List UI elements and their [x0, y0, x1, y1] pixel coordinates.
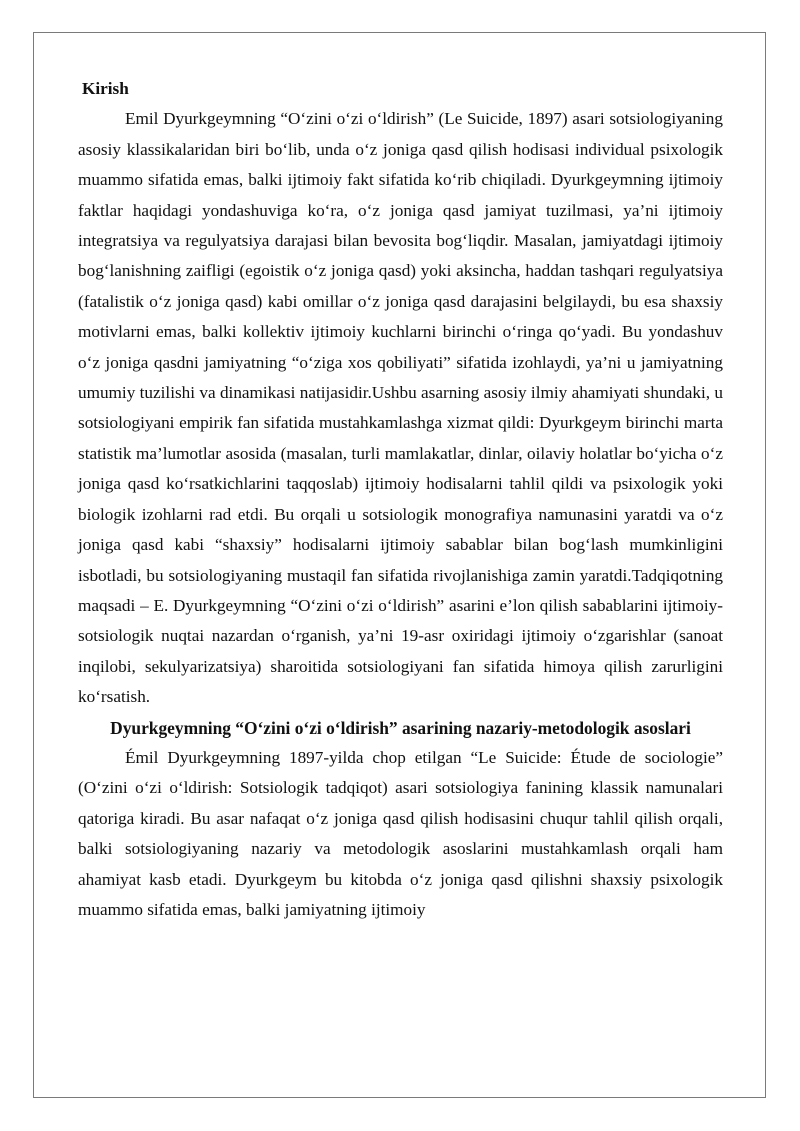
paragraph-theory: Émil Dyurkgeymning 1897-yilda chop etilgan “Le Suicide: Étude de sociologie” (O‘zini o‘zi o‘ldirish: Sotsiologik tadqiqot) asari sotsiologiya fanining klassik namunalari qatoriga kiradi. Bu asar nafaqat o‘z joniga qasd qilish hodisasini chuqur tahlil qilish orqali, balki sotsiologiyaning nazariy va metodologik asoslarini mustahkamlash orqali ham ahamiyat kasb etadi. Dyurkgeym bu kitobda o‘z joniga qasd qilishni shaxsiy psixologik muammo sifatida emas, balki jamiyatning ijtimoiy [78, 747, 723, 919]
paragraph-intro: Emil Dyurkgeymning “O‘zini o‘zi o‘ldirish” (Le Suicide, 1897) asari sotsiologiyaning asosiy klassikalaridan biri bo‘lib, unda o‘z joniga qasd qilish hodisasi individual psixologik muammo sifatida emas, balki ijtimoiy fakt sifatida ko‘rib chiqiladi. Dyurkgeymning ijtimoiy faktlar haqidagi yondashuviga ko‘ra, o‘z joniga qasd jamiyat tuzilmasi, ya’ni ijtimoiy integratsiya va regulyatsiya darajasi bilan bevosita bog‘liqdir. Masalan, jamiyatdagi ijtimoiy bog‘lanishning zaifligi (egoistik o‘z joniga qasd) yoki aksincha, haddan tashqari regulyatsiya (fatalistik o‘z joniga qasd) kabi omillar o‘z joniga qasd darajasini belgilaydi, bu esa shaxsiy motivlarni emas, balki kollektiv ijtimoiy kuchlarni birinchi o‘ringa qo‘yadi. Bu yondashuv o‘z joniga qasdni jamiyatning “o‘ziga xos qobiliyati” sifatida izohlaydi, ya’ni u jamiyatning umumiy tuzilishi va dinamikasi natijasidir.Ushbu asarning asosiy ilmiy ahamiyati shundaki, u sotsiologiyani empirik fan sifatida mustahkamlashga xizmat qildi: Dyurkgeym birinchi marta statistik ma’lumotlar asosida (masalan, turli mamlakatlar, dinlar, oilaviy holatlar bo‘yicha o‘z joniga qasd ko‘rsatkichlarini taqqoslab) ijtimoiy hodisalarni tahlil qildi va psixologik yoki biologik izohlarni rad etdi. Bu orqali u sotsiologik monografiya namunasini yaratdi va o‘z joniga qasd kabi “shaxsiy” hodisalarni ijtimoiy sabablar bilan bog‘lash mumkinligini isbotladi, bu sotsiologiyaning mustaqil fan sifatida rivojlanishiga zamin yaratdi.Tadqiqotning maqsadi – E. Dyurkgeymning “O‘zini o‘zi o‘ldirish” asarini e’lon qilish sabablarini ijtimoiy-sotsiologik nuqtai nazardan o‘rganish, ya’ni 19-asr oxiridagi ijtimoiy o‘zgarishlar (sanoat inqilobi, sekulyarizatsiya) sharoitida sotsiologiyani fan sifatida himoya qilish zarurligini ko‘rsatish. [78, 109, 723, 707]
document-body [78, 74, 723, 925]
section-heading-theory: Dyurkgeymning “O‘zini o‘zi o‘ldirish” asarining nazariy-metodologik asoslari [110, 717, 691, 738]
section-heading-intro: Kirish [82, 79, 129, 98]
